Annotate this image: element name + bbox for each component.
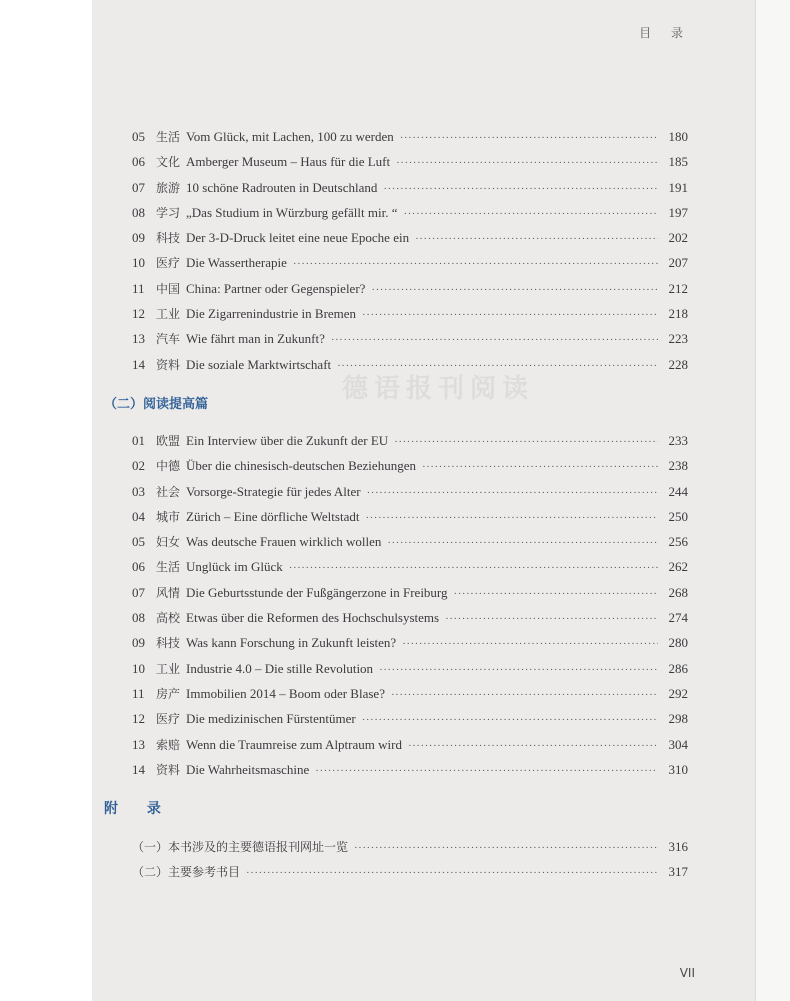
entry-category: 生活 <box>156 560 181 575</box>
entry-number: 12 <box>132 306 145 322</box>
entry-page-number: 310 <box>668 761 688 777</box>
dot-leader <box>454 582 658 607</box>
entry-number: 06 <box>132 154 145 170</box>
entry-number: 02 <box>132 458 145 474</box>
entry-title: Der 3-D-Druck leitet eine neue Epoche ein <box>186 230 410 246</box>
entry-title: （一）本书涉及的主要德语报刊网址一览 <box>132 840 349 854</box>
entry-category: 房产 <box>156 686 181 701</box>
entry-title: Über die chinesisch-deutschen Beziehungen <box>186 458 416 474</box>
entry-category: 城市 <box>156 509 181 524</box>
toc-entry[interactable] <box>132 605 688 630</box>
entry-page-number: 250 <box>668 508 688 524</box>
entry-page-number: 202 <box>668 230 688 246</box>
dot-leader <box>246 861 658 886</box>
entry-page-number: 262 <box>668 559 688 575</box>
dot-leader <box>362 708 658 733</box>
entry-page-number: 180 <box>668 129 688 144</box>
toc-entry[interactable] <box>132 453 688 478</box>
dot-leader <box>415 227 658 252</box>
toc-list-continued <box>132 124 688 377</box>
toc-entry[interactable] <box>132 352 688 377</box>
entry-category: 资料 <box>156 357 181 372</box>
dot-leader <box>402 632 658 657</box>
entry-number: 14 <box>132 356 145 372</box>
adjacent-page-edge <box>755 0 790 1001</box>
toc-entry[interactable] <box>132 732 688 757</box>
entry-number: 09 <box>132 230 145 246</box>
entry-title: Was kann Forschung in Zukunft leisten? <box>186 635 397 651</box>
dot-leader <box>403 202 658 227</box>
entry-title: Etwas über die Reformen des Hochschulsystems <box>186 610 440 626</box>
entry-page-number: 238 <box>668 458 688 474</box>
entry-number: 13 <box>132 736 145 752</box>
running-head: 目 录 <box>639 26 691 40</box>
entry-category: 社会 <box>156 484 181 499</box>
dot-leader <box>365 506 658 531</box>
dot-leader <box>445 607 658 632</box>
toc-entry[interactable] <box>132 757 688 782</box>
entry-title: Immobilien 2014 – Boom oder Blase? <box>186 685 385 701</box>
toc-entry[interactable] <box>132 529 688 554</box>
toc-entry[interactable] <box>132 479 688 504</box>
entry-title: Wenn die Traumreise zum Alptraum wird <box>186 736 402 752</box>
toc-entry[interactable] <box>132 149 688 174</box>
entry-page-number: 197 <box>668 204 688 220</box>
toc-entry[interactable] <box>132 504 688 529</box>
entry-category: 妇女 <box>156 535 181 550</box>
entry-category: 科技 <box>156 231 181 246</box>
toc-entry[interactable] <box>132 326 688 351</box>
toc-entry[interactable] <box>132 250 688 275</box>
entry-category: 索赔 <box>156 737 181 752</box>
entry-page-number: 274 <box>668 610 688 626</box>
entry-category: 资料 <box>156 762 181 777</box>
toc-entry[interactable] <box>132 656 688 681</box>
entry-title: Was deutsche Frauen wirklich wollen <box>186 534 382 550</box>
toc-entry[interactable] <box>132 428 688 453</box>
entry-title: Ein Interview über die Zukunft der EU <box>186 433 389 448</box>
toc-entry[interactable] <box>132 301 688 326</box>
dot-leader <box>408 734 658 759</box>
toc-entry[interactable] <box>132 225 688 250</box>
entry-category: 中国 <box>156 281 181 296</box>
dot-leader <box>289 556 658 581</box>
dot-leader <box>354 836 658 861</box>
entry-page-number: 244 <box>668 483 688 499</box>
toc-entry[interactable] <box>132 200 688 225</box>
entry-number: 05 <box>132 534 145 550</box>
entry-title: Die Zigarrenindustrie in Bremen <box>186 306 357 322</box>
entry-category: 生活 <box>156 130 181 144</box>
entry-number: 01 <box>132 433 145 448</box>
entry-title: Amberger Museum – Haus für die Luft <box>186 154 391 170</box>
entry-page-number: 185 <box>668 154 688 170</box>
dot-leader <box>371 278 658 303</box>
entry-category: 中德 <box>156 459 181 474</box>
toc-entry[interactable] <box>132 706 688 731</box>
entry-number: 11 <box>132 280 145 296</box>
toc-entry[interactable] <box>132 276 688 301</box>
dot-leader <box>422 455 658 480</box>
dot-leader <box>383 177 658 202</box>
toc-list-reading-advanced <box>132 428 688 782</box>
entry-number: 03 <box>132 483 145 499</box>
entry-number: 09 <box>132 635 145 651</box>
section-heading-reading-advanced: （二）阅读提高篇 <box>104 397 209 412</box>
section-heading-appendix: 附 录 <box>104 801 173 817</box>
entry-number: 08 <box>132 610 145 626</box>
entry-title: China: Partner oder Gegenspieler? <box>186 280 366 296</box>
entry-title: Die Wassertherapie <box>186 255 287 271</box>
entry-number: 11 <box>132 685 145 701</box>
entry-number: 05 <box>132 129 145 144</box>
dot-leader <box>394 430 658 455</box>
entry-page-number: 207 <box>668 255 688 271</box>
entry-number: 13 <box>132 331 145 347</box>
toc-entry[interactable] <box>132 834 688 859</box>
entry-title: Die soziale Marktwirtschaft <box>186 356 332 372</box>
dot-leader <box>396 151 658 176</box>
toc-entry[interactable] <box>132 681 688 706</box>
toc-entry[interactable] <box>132 175 688 200</box>
entry-page-number: 316 <box>668 839 688 854</box>
entry-number: 10 <box>132 660 145 676</box>
entry-title: Vom Glück, mit Lachen, 100 zu werden <box>186 129 394 144</box>
entry-page-number: 233 <box>668 433 688 448</box>
entry-title: Die Geburtsstunde der Fußgängerzone in Freiburg <box>186 584 448 600</box>
entry-category: 高校 <box>156 611 181 626</box>
entry-page-number: 292 <box>668 685 688 701</box>
dot-leader <box>387 531 658 556</box>
entry-page-number: 256 <box>668 534 688 550</box>
dot-leader <box>337 354 658 379</box>
page-number: VII <box>679 966 695 980</box>
entry-title: „Das Studium in Würzburg gefällt mir. “ <box>186 204 398 220</box>
entry-title: Die Wahrheitsmaschine <box>186 761 310 777</box>
dot-leader <box>362 303 658 328</box>
entry-page-number: 286 <box>668 660 688 676</box>
entry-category: 汽车 <box>156 332 181 347</box>
dot-leader <box>367 481 658 506</box>
entry-category: 学习 <box>156 205 181 220</box>
entry-number: 12 <box>132 711 145 727</box>
dot-leader <box>400 126 658 151</box>
bleed-through-watermark: 德语报刊阅读 <box>342 374 535 404</box>
entry-page-number: 191 <box>668 179 688 195</box>
entry-number: 08 <box>132 204 145 220</box>
toc-entry[interactable] <box>132 859 688 884</box>
toc-entry[interactable] <box>132 630 688 655</box>
entry-category: 风情 <box>156 585 181 600</box>
entry-page-number: 212 <box>668 280 688 296</box>
entry-page-number: 223 <box>668 331 688 347</box>
entry-page-number: 304 <box>668 736 688 752</box>
entry-title: Industrie 4.0 – Die stille Revolution <box>186 660 374 676</box>
entry-title: Wie fährt man in Zukunft? <box>186 331 325 347</box>
toc-entry[interactable] <box>132 554 688 579</box>
entry-category: 医疗 <box>156 256 181 271</box>
toc-list-appendix <box>132 834 688 885</box>
entry-title: （二）主要参考书目 <box>132 865 241 880</box>
book-page <box>92 0 755 1001</box>
dot-leader <box>331 328 658 353</box>
entry-number: 14 <box>132 761 145 777</box>
dot-leader <box>379 658 658 683</box>
entry-page-number: 280 <box>668 635 688 651</box>
entry-number: 06 <box>132 559 145 575</box>
dot-leader <box>315 759 658 784</box>
entry-category: 科技 <box>156 636 181 651</box>
entry-category: 工业 <box>156 307 181 322</box>
entry-number: 04 <box>132 508 145 524</box>
entry-page-number: 218 <box>668 306 688 322</box>
entry-number: 10 <box>132 255 145 271</box>
entry-title: Die medizinischen Fürstentümer <box>186 711 356 727</box>
entry-page-number: 268 <box>668 584 688 600</box>
toc-entry[interactable] <box>132 124 688 149</box>
entry-category: 医疗 <box>156 712 181 727</box>
dot-leader <box>391 683 658 708</box>
entry-category: 旅游 <box>156 180 181 195</box>
entry-category: 欧盟 <box>156 434 181 448</box>
entry-page-number: 298 <box>668 711 688 727</box>
entry-number: 07 <box>132 584 145 600</box>
entry-category: 文化 <box>156 155 181 170</box>
entry-category: 工业 <box>156 661 181 676</box>
entry-title: 10 schöne Radrouten in Deutschland <box>186 179 378 195</box>
entry-page-number: 317 <box>668 864 688 880</box>
entry-number: 07 <box>132 179 145 195</box>
dot-leader <box>293 252 658 277</box>
entry-title: Zürich – Eine dörfliche Weltstadt <box>186 508 360 524</box>
entry-title: Unglück im Glück <box>186 559 283 575</box>
entry-page-number: 228 <box>668 356 688 372</box>
toc-entry[interactable] <box>132 580 688 605</box>
entry-title: Vorsorge-Strategie für jedes Alter <box>186 483 361 499</box>
